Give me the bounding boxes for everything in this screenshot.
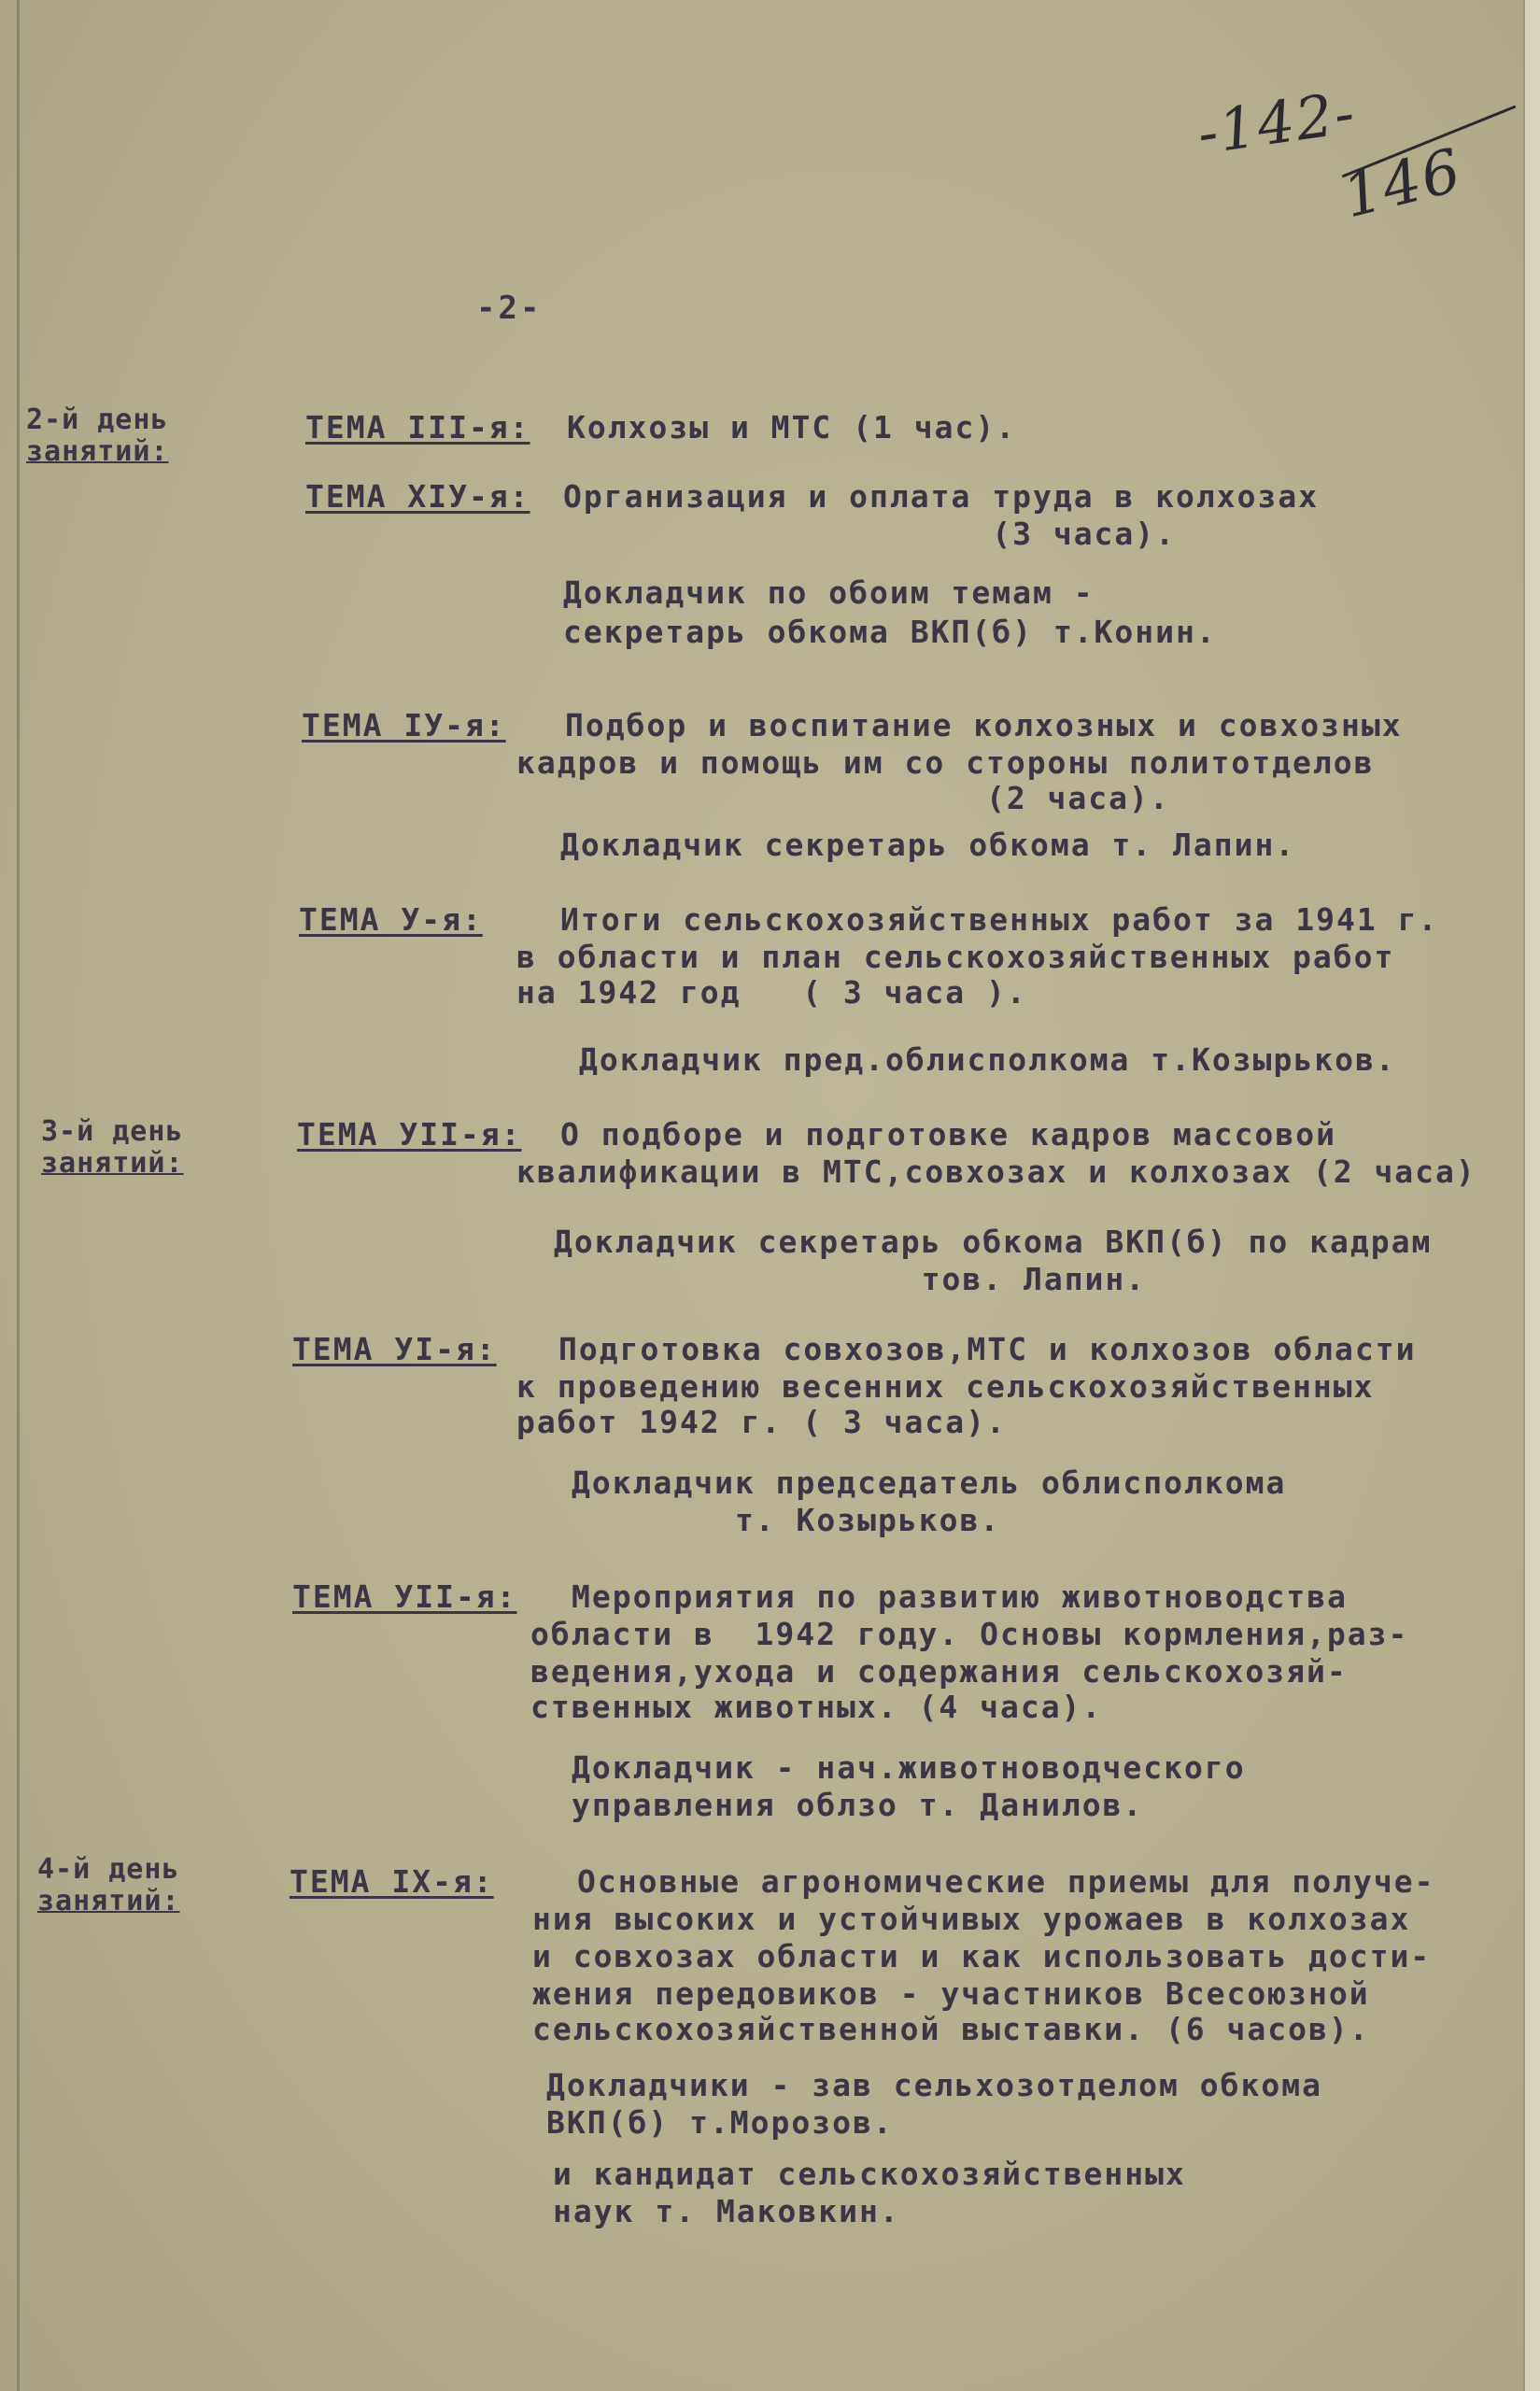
speaker-line: ВКП(б) т.Морозов.	[546, 2104, 894, 2141]
speaker-line: Докладчик - нач.животноводческого	[572, 1749, 1246, 1786]
topic-line: Основные агрономические приемы для получе-	[577, 1863, 1435, 1900]
topic-label: ТЕМА УI-я:	[292, 1331, 497, 1367]
topic-label: ТЕМА XIУ-я:	[305, 478, 530, 515]
topic-line: Мероприятия по развитию животноводства	[572, 1578, 1348, 1615]
day-4-label: 4-й день занятий:	[37, 1853, 180, 1917]
topic-line: Итоги сельскохозяйственных работ за 1941 г.	[560, 901, 1439, 938]
day-2-label: 2-й день занятий:	[26, 403, 169, 468]
topic-line: к проведению весенних сельскохозяйственных	[516, 1368, 1375, 1405]
topic-line: ственных животных. (4 часа).	[530, 1689, 1103, 1725]
topic-line: Подготовка совхозов,МТС и колхозов области	[558, 1331, 1417, 1367]
folio-old-number: -142-	[1193, 78, 1361, 168]
page-number: -2-	[476, 290, 543, 327]
topic-line: Колхозы и МТС (1 час).	[567, 409, 1017, 446]
speaker-line: тов. Лапин.	[554, 1261, 1147, 1297]
topic-label: ТЕМА У-я:	[299, 901, 483, 938]
topic-label: ТЕМА IХ-я:	[290, 1863, 494, 1900]
folio-new-number: 146	[1335, 135, 1470, 233]
speaker-line: Докладчики - зав сельхозотделом обкома	[546, 2067, 1322, 2103]
topic-line: О подборе и подготовке кадров массовой	[560, 1116, 1336, 1153]
topic-label: ТЕМА IУ-я:	[302, 707, 506, 743]
page-edge-right	[1525, 0, 1540, 2391]
topic-line: в области и план сельскохозяйственных работ	[516, 939, 1395, 975]
topic-line: (2 часа).	[516, 780, 1170, 816]
speaker-line: Докладчик секретарь обкома ВКП(б) по кадрам	[554, 1224, 1433, 1260]
speaker-line: секретарь обкома ВКП(б) т.Конин.	[563, 614, 1217, 650]
topic-label: ТЕМА УII-я:	[292, 1578, 517, 1615]
speaker-line: Докладчик председатель облисполкома	[572, 1464, 1287, 1501]
page-edge-shadow	[17, 0, 20, 2391]
speaker-line: Докладчик секретарь обкома т. Лапин.	[560, 827, 1296, 863]
topic-label: ТЕМА III-я:	[305, 409, 530, 446]
topic-line: жения передовиков - участников Всесоюзной	[532, 1975, 1370, 2012]
speaker-line: Докладчик пред.облисполкома т.Козырьков.	[579, 1041, 1396, 1078]
speaker-line: наук т. Маковкин.	[553, 2193, 900, 2229]
topic-line: кадров и помощь им со стороны политотделов	[516, 744, 1375, 781]
topic-line: ведения,ухода и содержания сельскохозяй-	[530, 1653, 1348, 1690]
topic-line: работ 1942 г. ( 3 часа).	[516, 1404, 1007, 1440]
topic-line: и совхозах области и как использовать дости-	[532, 1938, 1432, 1974]
page-edge-line	[1523, 0, 1525, 2391]
topic-line: Подбор и воспитание колхозных и совхозных	[565, 707, 1403, 743]
topic-line: (3 часа).	[563, 516, 1177, 552]
topic-label: ТЕМА УII-я:	[297, 1116, 522, 1153]
speaker-line: и кандидат сельскохозяйственных	[553, 2156, 1186, 2192]
topic-line: области в 1942 году. Основы кормления,раз-	[530, 1616, 1409, 1652]
day-3-label: 3-й день занятий:	[41, 1115, 184, 1180]
topic-line: сельскохозяйственной выставки. (6 часов).	[532, 2011, 1370, 2047]
speaker-line: управления облзо т. Данилов.	[572, 1787, 1144, 1823]
topic-line: квалификации в МТС,совхозах и колхозах (2 часа)	[516, 1153, 1476, 1190]
topic-line: Организация и оплата труда в колхозах	[563, 478, 1320, 515]
speaker-line: т. Козырьков.	[572, 1502, 1001, 1538]
topic-line: ния высоких и устойчивых урожаев в колхозах	[532, 1901, 1411, 1937]
speaker-line: Докладчик по обоим темам -	[563, 574, 1095, 611]
topic-line: на 1942 год ( 3 часа ).	[516, 974, 1027, 1011]
